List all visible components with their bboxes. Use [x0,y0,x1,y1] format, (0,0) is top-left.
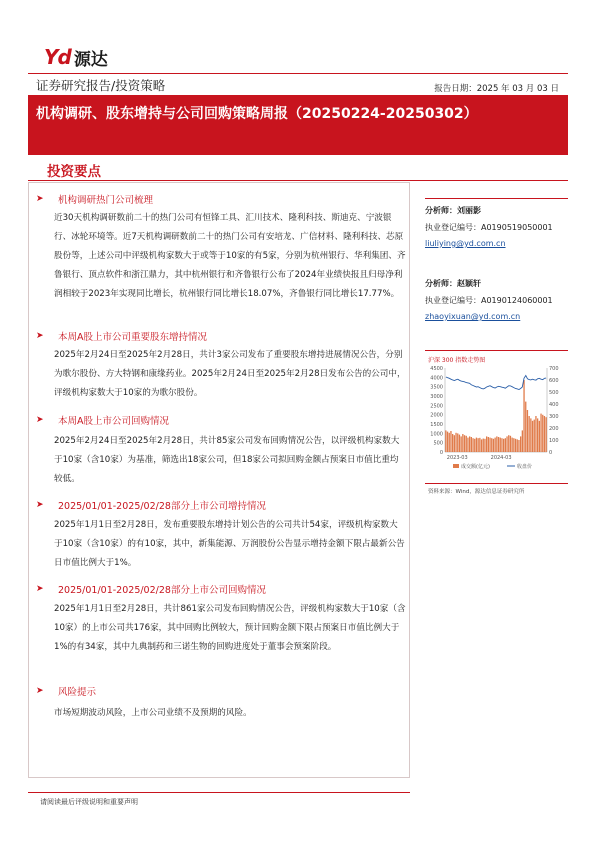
volume-bar [493,439,494,452]
volume-bar [530,418,531,452]
volume-bar [527,410,528,452]
point-paragraph-1: 近30天机构调研数前二十的热门公司有恒锋工具、汇川技术、隆利科技、斯迪克、宁波银行、冰轮环境等。近7天机构调研数前二十的热门公司有安培龙、广信材料、隆利科技、芯原股份等，上述公司中评级机构家数大于或等于10家的有5家，分别为杭州银行、华利集团、齐鲁银行、顶点软件和浙江鼎力，其中杭州银行和齐鲁银行公布了2024年业绩快报且归母净利润相较于2023年实现同比增长，杭州银行同比增长18.07%，齐鲁银行同比增长17.77%。 [54,213,406,299]
y-right-tick-label: 500 [549,390,559,396]
volume-bar [455,433,456,452]
volume-bar [488,437,489,452]
volume-bar [471,437,472,452]
volume-bar [496,436,497,452]
y-left-tick-label: 4000 [430,375,443,382]
y-left-tick-label: 3000 [430,394,443,400]
volume-bar [517,439,518,452]
y-right-tick-label: 200 [549,426,559,432]
volume-bar [520,436,521,452]
report-date: 报告日期：2025 年 03 月 03 日 [434,84,559,94]
volume-bar [472,438,473,452]
volume-bar [522,430,523,452]
volume-bar [483,439,484,452]
volume-bar [449,433,450,452]
analyst-cert: 执业登记编号：A0190519050001 [425,223,553,232]
point-heading-text: 风险提示 [58,687,97,698]
volume-bar [486,436,487,452]
point-paragraph-2: 2025年2月24日至2025年2月28日，共计3家公司发布了重要股东增持进展情况公告，分别为歌尔股份、方大特钢和康缘药业。2025年2月24日至2025年2月28日发布公告的公司中，评级机构家数大于10家的为歌尔股份。 [54,350,406,398]
volume-bar [537,418,538,452]
y-left-tick-label: 2500 [430,403,443,410]
point-paragraph-3: 2025年2月24日至2025年2月28日，共计85家公司发布回购情况公告，以评级机构家数大于10家（含10家）为基准，筛选出18家公司，但18家公司拟回购金额占预案日市值比重均较低。 [54,436,400,484]
y-right-tick-label: 700 [549,366,559,372]
chevron-right-icon: ➤ [36,500,44,510]
chevron-right-icon: ➤ [36,584,44,594]
point-heading-5 [36,582,266,596]
chevron-right-icon: ➤ [36,194,44,204]
volume-bar [461,436,462,452]
volume-bar [513,438,514,452]
volume-bar [539,421,540,452]
volume-bar [515,439,516,452]
volume-bar [479,438,480,452]
volume-bar [476,438,477,452]
y-right-tick-label: 600 [549,378,559,384]
volume-bar [481,439,482,452]
logo-text: 源达 [73,49,108,70]
y-left-tick-label: 500 [433,440,443,447]
volume-bar [505,438,506,452]
y-right-tick-label: 0 [549,450,553,456]
volume-bar [525,402,526,452]
y-left-tick-label: 1500 [430,422,443,428]
analyst-email[interactable]: zhaoyixuan@yd.com.cn [425,312,521,321]
point-heading-text: 2025/01/01-2025/02/28部分上市公司回购情况 [58,585,266,596]
volume-bar [508,435,509,452]
analyst-name: 分析师：赵颖轩 [425,279,481,288]
point-heading-4 [36,498,266,512]
y-left-tick-label: 4500 [430,366,443,372]
footer-rule [28,792,410,793]
volume-bar [452,434,453,452]
chevron-right-icon: ➤ [36,686,44,696]
point-heading-text: 2025/01/01-2025/02/28部分上市公司增持情况 [58,501,266,512]
report-title: 机构调研、股东增持与公司回购策略周报（20250224-20250302） [36,106,478,122]
point-heading-text: 本周A股上市公司重要股东增持情况 [58,332,207,343]
y-right-tick-label: 100 [549,438,559,444]
chevron-right-icon: ➤ [36,415,44,425]
section-rule [28,180,568,181]
volume-bar [454,435,455,452]
volume-bar [546,417,547,452]
section-heading: 投资要点 [47,164,101,180]
volume-bar [491,438,492,452]
point-paragraph-4: 2025年1月1日至2月28日，发布重要股东增持计划公告的公司共计54家，评级机构家数大于10家（含10家）的有10家，其中，新集能源、万润股份公告显示增持金额下限占最新公告日市值比例大于1%。 [54,520,405,568]
volume-bar [457,433,458,452]
point-paragraph-5: 2025年1月1日至2月28日，共计861家公司发布回购情况公告，评级机构家数大于10家（含10家）的上市公司共176家，其中回购比例较大，预计回购金额下限占预案日市值比例大于1%的有34家，其中九典制药和三诺生物的回购进度处于董事会预案阶段。 [54,604,406,652]
volume-bar [467,438,468,452]
sidebar-rule [425,198,568,199]
volume-bar [459,435,460,452]
point-paragraph-6: 市场短期波动风险，上市公司业绩不及预期的风险。 [54,708,252,718]
footer-disclaimer: 请阅读最后评级说明和重要声明 [40,798,138,806]
chart-title: 沪深 300 指数走势图 [428,357,486,364]
volume-bar [506,436,507,452]
volume-bar [450,431,451,452]
volume-bar [484,439,485,452]
volume-bar [445,430,446,452]
volume-bar [534,420,535,452]
volume-bar [503,439,504,452]
chevron-right-icon: ➤ [36,331,44,341]
point-heading-1 [36,192,153,206]
point-heading-3 [36,413,169,427]
y-left-tick-label: 2000 [430,412,443,419]
analyst-email[interactable]: liuliying@yd.com.cn [425,239,506,248]
volume-bar [489,438,490,452]
volume-bar [500,438,501,452]
x-tick-label: 2023-03 [446,455,468,461]
report-series: 证券研究报告/投资策略 [36,78,166,93]
volume-bar [510,436,511,452]
volume-bar [466,436,467,452]
volume-bar [469,436,470,452]
volume-bar [474,439,475,452]
volume-bar [447,432,448,452]
y-left-tick-label: 1000 [430,431,443,438]
header-rule [28,73,568,74]
volume-bar [529,416,530,452]
volume-bar [535,416,536,452]
volume-bar [478,438,479,452]
volume-bar [532,421,533,452]
volume-bar [542,415,543,452]
point-heading-text: 本周A股上市公司回购情况 [58,416,169,427]
volume-bar [512,438,513,452]
legend-label-volume: 成交额(亿元) [461,464,490,470]
volume-bar [464,435,465,452]
volume-bar [518,440,519,452]
brand-logo [44,45,108,69]
y-right-tick-label: 300 [549,414,559,420]
logo-mark: Yd [44,45,71,69]
y-right-tick-label: 400 [549,402,559,408]
volume-bar [523,380,524,452]
chart-rule [425,350,568,351]
point-heading-6 [36,684,96,698]
volume-bar [495,438,496,452]
volume-bar [498,437,499,452]
volume-bar [540,414,541,452]
analyst-name: 分析师：刘丽影 [425,206,481,215]
volume-bar [544,416,545,452]
point-heading-text: 机构调研热门公司梳理 [58,195,154,206]
x-tick-label: 2024-03 [490,455,512,461]
close-price-line [446,376,546,390]
point-heading-2 [36,329,207,343]
y-left-tick-label: 0 [439,450,443,456]
index-trend-chart [425,362,568,482]
legend-label-close: 收盘价 [517,464,533,470]
volume-bar [462,434,463,452]
y-left-tick-label: 3500 [430,384,443,391]
volume-bar [501,438,502,452]
analyst-cert: 执业登记编号：A0190124060001 [425,296,553,305]
legend-swatch-volume [453,464,459,468]
chart-bottom-rule [425,483,568,484]
chart-source: 资料来源：Wind，源达信息证券研究所 [428,489,525,495]
